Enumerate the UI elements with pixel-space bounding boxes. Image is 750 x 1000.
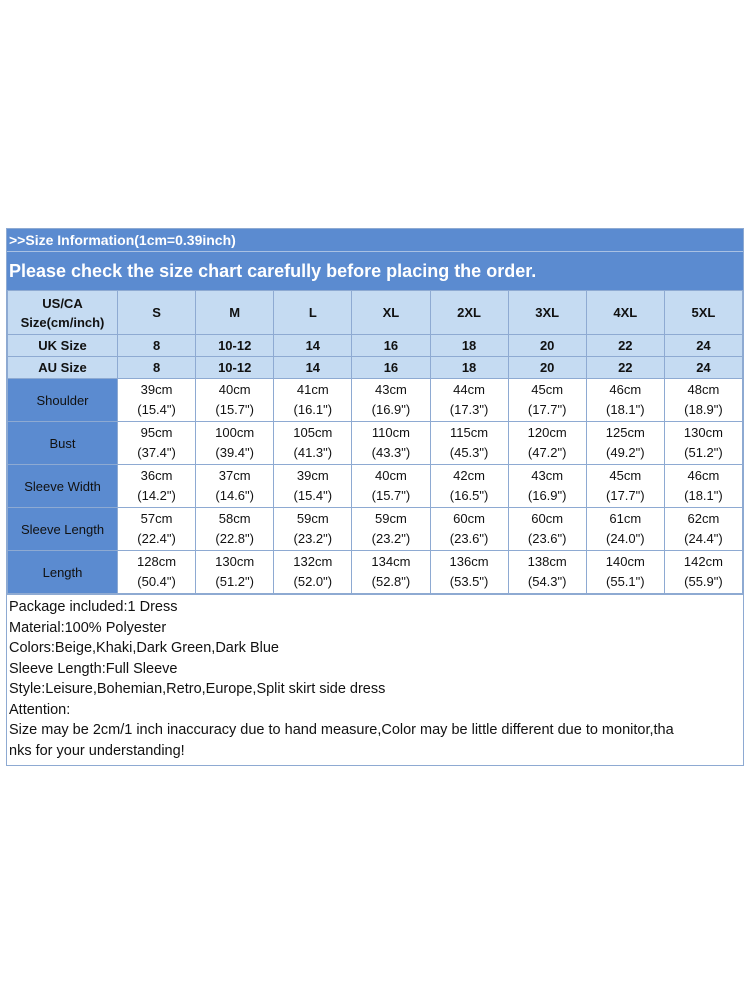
- size-table: [7, 290, 743, 594]
- cm-value: 130cm: [683, 425, 723, 440]
- cm-value: 39cm: [140, 382, 173, 397]
- inch-value: (15.7"): [371, 488, 411, 503]
- measurement-cell: [274, 508, 352, 551]
- au-size-value: 16: [352, 357, 430, 379]
- cm-value: 40cm: [218, 382, 251, 397]
- uk-size-value: 14: [274, 335, 352, 357]
- au-size-value: 20: [508, 357, 586, 379]
- us-ca-label-line: US/CA: [42, 295, 83, 311]
- note-attention-text-continued: nks for your understanding!: [9, 742, 185, 759]
- cm-value: 105cm: [293, 425, 333, 440]
- au-size-value: 10-12: [196, 357, 274, 379]
- cm-value: 110cm: [371, 425, 410, 440]
- inch-value: (37.4"): [137, 445, 176, 460]
- measurement-cell: [352, 508, 430, 551]
- measurement-cell: [196, 465, 274, 508]
- measurement-cell: [586, 465, 664, 508]
- measurement-cell: [586, 422, 664, 465]
- cm-value: 43cm: [531, 468, 564, 483]
- size-header: 2XL: [430, 291, 508, 335]
- cm-value: 57cm: [140, 511, 173, 526]
- measurement-cell: [196, 551, 274, 594]
- inch-value: (23.6"): [449, 531, 489, 546]
- size-chart: [6, 228, 744, 766]
- size-check-notice: Please check the size chart carefully before placing the order.: [7, 252, 743, 290]
- measurement-cell: [352, 422, 430, 465]
- inch-value: (23.6"): [527, 531, 567, 546]
- au-size-value: 22: [586, 357, 664, 379]
- measurement-cell: [352, 551, 430, 594]
- cm-value: 46cm: [609, 382, 642, 397]
- measurement-cell: [118, 379, 196, 422]
- note-colors: Colors:Beige,Khaki,Dark Green,Dark Blue: [9, 640, 279, 656]
- inch-value: (52.8"): [371, 574, 411, 589]
- cm-value: 46cm: [687, 468, 720, 483]
- note-material: Material:100% Polyester: [9, 619, 167, 636]
- measurement-cell: [118, 508, 196, 551]
- cm-value: 37cm: [218, 468, 251, 483]
- inch-value: (14.2"): [137, 488, 176, 503]
- us-ca-size-row: [8, 291, 743, 335]
- size-header: XL: [352, 291, 430, 335]
- cm-value: 42cm: [453, 468, 485, 483]
- cm-value: 48cm: [687, 382, 720, 397]
- inch-value: (49.2"): [606, 445, 645, 460]
- measurement-label: Shoulder: [8, 379, 118, 422]
- size-header: S: [118, 291, 196, 335]
- cm-value: 62cm: [687, 511, 720, 526]
- measurement-cell: [274, 379, 352, 422]
- note-attention-heading: Attention:: [9, 701, 71, 718]
- au-size-label: AU Size: [8, 357, 118, 379]
- cm-value: 100cm: [215, 425, 255, 440]
- shoulder-row: [8, 379, 743, 422]
- cm-value: 128cm: [137, 554, 177, 569]
- measurement-cell: [664, 379, 742, 422]
- measurement-cell: [430, 551, 508, 594]
- inch-value: (39.4"): [215, 445, 254, 460]
- cm-value: 61cm: [609, 511, 642, 526]
- measurement-cell: [196, 508, 274, 551]
- inch-value: (18.1"): [684, 488, 723, 503]
- au-size-value: 14: [274, 357, 352, 379]
- inch-value: (45.3"): [449, 445, 489, 460]
- measurement-cell: [352, 379, 430, 422]
- measurement-label: Bust: [8, 422, 118, 465]
- inch-value: (16.5"): [449, 488, 489, 503]
- measurement-cell: [118, 465, 196, 508]
- measurement-cell: [664, 422, 742, 465]
- cm-value: 60cm: [531, 511, 564, 526]
- cm-value: 115cm: [450, 425, 489, 440]
- measurement-cell: [274, 551, 352, 594]
- measurement-cell: [664, 465, 742, 508]
- cm-value: 58cm: [218, 511, 251, 526]
- us-ca-size-label: [8, 291, 118, 335]
- uk-size-value: 16: [352, 335, 430, 357]
- length-row: [8, 551, 743, 594]
- inch-value: (16.1"): [293, 402, 333, 417]
- measurement-cell: [430, 422, 508, 465]
- note-style: Style:Leisure,Bohemian,Retro,Europe,Split skirt side dress: [9, 681, 386, 697]
- inch-value: (22.4"): [137, 531, 176, 546]
- inch-value: (51.2"): [684, 445, 723, 460]
- measurement-cell: [430, 465, 508, 508]
- inch-value: (47.2"): [527, 445, 567, 460]
- uk-size-value: 22: [586, 335, 664, 357]
- cm-value: 125cm: [605, 425, 645, 440]
- size-information-banner: >>Size Information(1cm=0.39inch): [7, 229, 743, 252]
- inch-value: (55.1"): [606, 574, 645, 589]
- cm-value: 45cm: [531, 382, 564, 397]
- measurement-cell: [196, 379, 274, 422]
- au-size-row: [8, 357, 743, 379]
- cm-value: 138cm: [527, 554, 567, 569]
- au-size-value: 8: [118, 357, 196, 379]
- size-header: L: [274, 291, 352, 335]
- measurement-cell: [430, 379, 508, 422]
- measurement-label: Length: [8, 551, 118, 594]
- inch-value: (50.4"): [137, 574, 176, 589]
- inch-value: (23.2"): [293, 531, 333, 546]
- measurement-cell: [508, 551, 586, 594]
- inch-value: (55.9"): [684, 574, 723, 589]
- cm-value: 95cm: [140, 425, 173, 440]
- cm-value: 59cm: [296, 511, 329, 526]
- uk-size-value: 8: [118, 335, 196, 357]
- inch-value: (22.8"): [215, 531, 254, 546]
- inch-value: (43.3"): [371, 445, 411, 460]
- inch-value: (24.0"): [606, 531, 645, 546]
- measurement-cell: [508, 508, 586, 551]
- note-attention-text: Size may be 2cm/1 inch inaccuracy due to hand measure,Color may be little different due to monitor,tha: [9, 722, 674, 738]
- cm-value: 44cm: [453, 382, 485, 397]
- uk-size-value: 10-12: [196, 335, 274, 357]
- inch-value: (15.4"): [293, 488, 333, 503]
- size-header: M: [196, 291, 274, 335]
- sleeve-length-row: [8, 508, 743, 551]
- inch-value: (16.9"): [527, 488, 567, 503]
- product-notes: [7, 594, 743, 765]
- cm-value: 60cm: [453, 511, 485, 526]
- sleeve-width-row: [8, 465, 743, 508]
- cm-value: 59cm: [375, 511, 407, 526]
- uk-size-row: [8, 335, 743, 357]
- cm-value: 39cm: [296, 468, 329, 483]
- measurement-cell: [664, 508, 742, 551]
- cm-value: 41cm: [296, 382, 329, 397]
- measurement-cell: [586, 379, 664, 422]
- measurement-cell: [586, 508, 664, 551]
- measurement-label: Sleeve Length: [8, 508, 118, 551]
- inch-value: (16.9"): [371, 402, 411, 417]
- measurement-cell: [118, 551, 196, 594]
- measurement-cell: [508, 379, 586, 422]
- size-header: 5XL: [664, 291, 742, 335]
- inch-value: (24.4"): [684, 531, 723, 546]
- inch-value: (17.3"): [449, 402, 489, 417]
- cm-value: 40cm: [375, 468, 407, 483]
- measurement-cell: [508, 422, 586, 465]
- inch-value: (17.7"): [606, 488, 645, 503]
- inch-value: (53.5"): [449, 574, 489, 589]
- uk-size-value: 24: [664, 335, 742, 357]
- au-size-value: 24: [664, 357, 742, 379]
- inch-value: (51.2"): [215, 574, 254, 589]
- inch-value: (15.7"): [215, 402, 254, 417]
- cm-value: 130cm: [215, 554, 255, 569]
- measurement-cell: [430, 508, 508, 551]
- inch-value: (23.2"): [371, 531, 411, 546]
- cm-value: 36cm: [140, 468, 173, 483]
- cm-value: 136cm: [449, 554, 489, 569]
- measurement-cell: [196, 422, 274, 465]
- measurement-cell: [352, 465, 430, 508]
- note-sleeve-length: Sleeve Length:Full Sleeve: [9, 660, 178, 677]
- measurement-cell: [586, 551, 664, 594]
- size-header: 4XL: [586, 291, 664, 335]
- measurement-cell: [274, 422, 352, 465]
- cm-value: 120cm: [527, 425, 567, 440]
- inch-value: (41.3"): [293, 445, 333, 460]
- inch-value: (17.7"): [527, 402, 567, 417]
- uk-size-value: 20: [508, 335, 586, 357]
- inch-value: (18.9"): [684, 402, 723, 417]
- cm-value: 45cm: [609, 468, 642, 483]
- inch-value: (54.3"): [527, 574, 567, 589]
- uk-size-value: 18: [430, 335, 508, 357]
- measurement-cell: [118, 422, 196, 465]
- inch-value: (18.1"): [606, 402, 645, 417]
- cm-value: 132cm: [293, 554, 333, 569]
- measurement-cell: [664, 551, 742, 594]
- measurement-cell: [274, 465, 352, 508]
- size-header: 3XL: [508, 291, 586, 335]
- cm-value: 140cm: [605, 554, 645, 569]
- bust-row: [8, 422, 743, 465]
- uk-size-label: UK Size: [8, 335, 118, 357]
- cm-value: 134cm: [371, 554, 411, 569]
- cm-value: 43cm: [375, 382, 407, 397]
- measurement-label: Sleeve Width: [8, 465, 118, 508]
- inch-value: (52.0"): [293, 574, 333, 589]
- inch-value: (15.4"): [137, 402, 176, 417]
- note-package: Package included:1 Dress: [9, 599, 178, 615]
- au-size-value: 18: [430, 357, 508, 379]
- cm-value: 142cm: [683, 554, 723, 569]
- inch-value: (14.6"): [215, 488, 254, 503]
- measurement-cell: [508, 465, 586, 508]
- size-unit-label-line: Size(cm/inch): [20, 314, 105, 330]
